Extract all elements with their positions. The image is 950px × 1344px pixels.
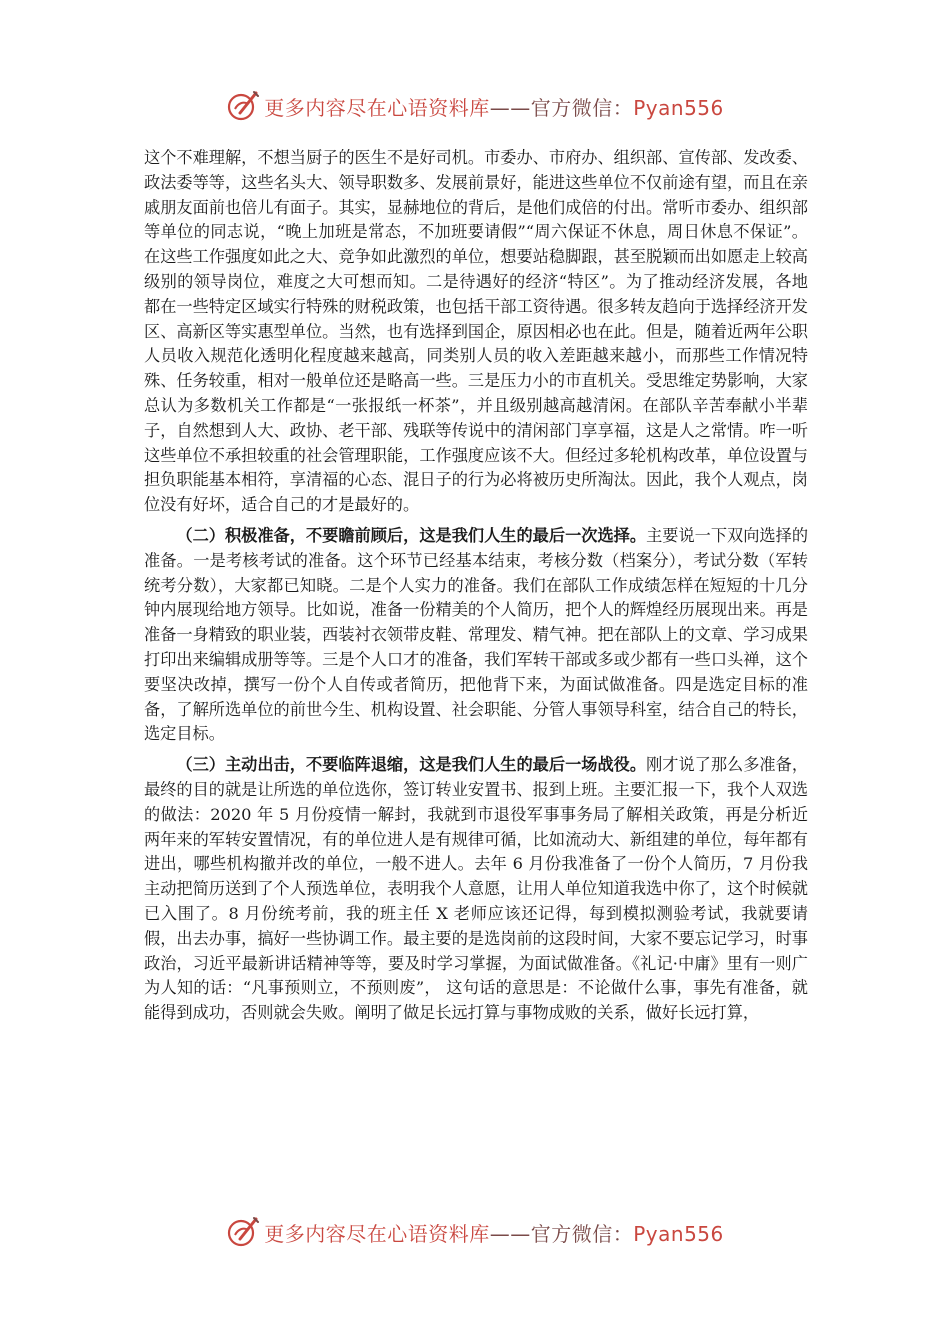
watermark-handle: Pyan556 <box>633 1221 724 1246</box>
pen-logo-icon <box>226 89 260 123</box>
watermark-dash: —— <box>489 1221 531 1246</box>
paragraph-2-text: 主要说一下双向选择的准备。一是考核考试的准备。这个环节已经基本结束，考核分数（档案分），考试分数（军转统考分数），大家都已知晓。二是个人实力的准备。我们在部队工作成绩怎样在短短的十几分钟内展现给地方领导。比如说，准备一份精美的个人简历，把个人的辉煌经历展现出来。再是准备一身精致的职业装，西装衬衣领带皮鞋、常理发、精气神。把在部队上的文章、学习成果打印出来编辑成册等等。三是个人口才的准备，我们军转干部或多或少都有一些口头禅，这个要坚决改掉，撰写一份个人自传或者简历，把他背下来，为面试做准备。四是选定目标的准备，了解所选单位的前世今生、机构设置、社会职能、分管人事领导科室，结合自己的特长，选定目标。 <box>144 525 809 744</box>
document-body <box>144 146 808 1026</box>
watermark-text <box>264 92 724 121</box>
paragraph-1 <box>144 146 808 518</box>
watermark-prefix: 更多内容尽在心语资料库 <box>264 95 490 120</box>
watermark-banner-top <box>0 86 950 126</box>
watermark-wechat-label: 官方微信： <box>530 1221 634 1246</box>
watermark-text <box>264 1218 724 1247</box>
section-heading-2: （二）积极准备，不要瞻前顾后，这是我们人生的最后一次选择。 <box>176 525 647 545</box>
paragraph-3-text: 刚才说了那么多准备，最终的目的就是让所选的单位选你，签订转业安置书、报到上班。主要汇报一下，我个人双选的做法：2020 年 5 月份疫情一解封，我就到市退役军事事务局了解相关政策，再是分析近两年来的军转安置情况，有的单位进人是有规律可循，比如流动大、新组建的单位，每年都有进出，哪些机构撤并改的单位，一般不进人。去年 6 月份我准备了一份个人简历，7 月份我主动把简历送到了个人预选单位，表明我个人意愿，让用人单位知道我选中你了，这个时候就已入围了。8 月份统考前，我的班主任 X 老师应该还记得，每到模拟测验考试，我就要请假，出去办事，搞好一些协调工作。最主要的是选岗前的这段时间，大家不要忘记学习，时事政治，习近平最新讲话精神等等，要及时学习掌握，为面试做准备。《礼记·中庸》里有一则广为人知的话：“凡事预则立，不预则废”， 这句话的意思是：不论做什么事，事先有准备，就能得到成功，否则就会失败。阐明了做足长远打算与事物成败的关系，做好长远打算， <box>144 755 809 1023</box>
section-heading-3: （三）主动出击，不要临阵退缩，这是我们人生的最后一场战役。 <box>176 755 647 775</box>
watermark-handle: Pyan556 <box>633 95 724 120</box>
watermark-dash: —— <box>489 95 531 120</box>
pen-logo-icon <box>226 1215 260 1249</box>
watermark-prefix: 更多内容尽在心语资料库 <box>264 1221 490 1246</box>
paragraph-2 <box>144 524 808 747</box>
paragraph-3 <box>144 753 808 1026</box>
paragraph-1-text: 这个不难理解，不想当厨子的医生不是好司机。市委办、市府办、组织部、宣传部、发改委、政法委等等，这些名头大、领导职数多、发展前景好，能进这些单位不仅前途有望，而且在亲戚朋友面前也倍儿有面子。其实，显赫地位的背后，是他们成倍的付出。常听市委办、组织部等单位的同志说，“晚上加班是常态，不加班要请假”“周六保证不休息，周日休息不保证”。在这些工作强度如此之大、竞争如此激烈的单位，想要站稳脚跟，甚至脱颖而出如愿走上较高级别的领导岗位，难度之大可想而知。二是待遇好的经济“特区”。为了推动经济发展，各地都在一些特定区域实行特殊的财税政策，也包括干部工资待遇。很多转友趋向于选择经济开发区、高新区等实惠型单位。当然，也有选择到国企，原因相必也在此。但是，随着近两年公职人员收入规范化透明化程度越来越高，同类别人员的收入差距越来越小，而那些工作情况特殊、任务较重，相对一般单位还是略高一些。三是压力小的市直机关。受思维定势影响，大家总认为多数机关工作都是“一张报纸一杯茶”，并且级别越高越清闲。在部队辛苦奉献小半辈子，自然想到人大、政协、老干部、残联等传说中的清闲部门享享福，这是人之常情。咋一听这些单位不承担较重的社会管理职能，工作强度应该不大。但经过多轮机构改革，单位设置与担负职能基本相符，享清福的心态、混日子的行为必将被历史所淘汰。因此，我个人观点，岗位没有好坏，适合自己的才是最好的。 <box>144 148 808 515</box>
watermark-wechat-label: 官方微信： <box>530 95 634 120</box>
watermark-banner-bottom <box>0 1212 950 1252</box>
